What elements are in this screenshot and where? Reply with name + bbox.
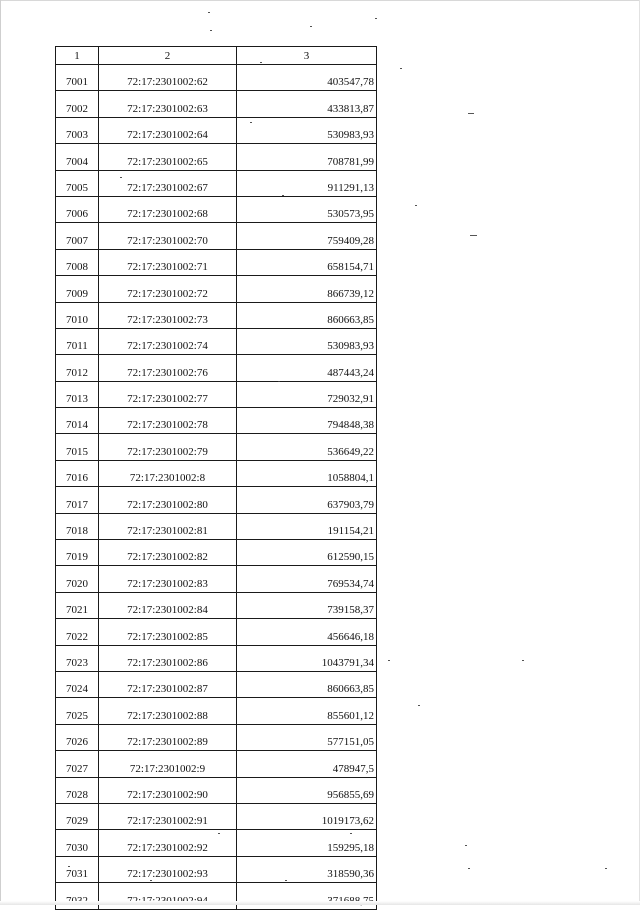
table-row xyxy=(56,830,377,856)
cadastral-number-cell: 72:17:2301002:8 xyxy=(99,460,237,486)
table-row xyxy=(56,487,377,513)
scan-speck xyxy=(218,833,220,834)
scan-speck xyxy=(605,868,607,869)
cadastral-value-cell: 956855,69 xyxy=(237,777,377,803)
cadastral-number-cell: 72:17:2301002:74 xyxy=(99,328,237,354)
row-number-cell: 7020 xyxy=(56,566,99,592)
scan-speck xyxy=(465,845,467,846)
row-number-cell: 7009 xyxy=(56,276,99,302)
cadastral-number-cell: 72:17:2301002:64 xyxy=(99,117,237,143)
row-number-cell: 7007 xyxy=(56,223,99,249)
cadastral-number-cell: 72:17:2301002:78 xyxy=(99,408,237,434)
table-row xyxy=(56,91,377,117)
row-number-cell: 7016 xyxy=(56,460,99,486)
cadastral-value-cell: 759409,28 xyxy=(237,223,377,249)
row-number-cell: 7026 xyxy=(56,724,99,750)
scan-speck xyxy=(285,880,287,881)
cadastral-value-cell: 739158,37 xyxy=(237,592,377,618)
row-number-cell: 7015 xyxy=(56,434,99,460)
table-row xyxy=(56,856,377,882)
row-number-cell: 7030 xyxy=(56,830,99,856)
row-number-cell: 7022 xyxy=(56,619,99,645)
cadastral-number-cell: 72:17:2301002:80 xyxy=(99,487,237,513)
cadastral-value-cell: 658154,71 xyxy=(237,249,377,275)
cadastral-value-cell xyxy=(237,883,377,909)
row-number-cell: 7024 xyxy=(56,671,99,697)
cadastral-number-cell: 72:17:2301002:91 xyxy=(99,803,237,829)
cadastral-value-cell: 530573,95 xyxy=(237,196,377,222)
cadastral-number-cell: 72:17:2301002:73 xyxy=(99,302,237,328)
cadastral-value-cell: 637903,79 xyxy=(237,487,377,513)
row-number-cell: 7028 xyxy=(56,777,99,803)
row-number-cell: 7003 xyxy=(56,117,99,143)
cadastral-number-cell: 72:17:2301002:84 xyxy=(99,592,237,618)
table-row xyxy=(56,724,377,750)
row-number-cell: 7023 xyxy=(56,645,99,671)
scan-speck xyxy=(150,880,152,881)
scan-speck xyxy=(388,660,390,661)
table-row xyxy=(56,302,377,328)
table-row xyxy=(56,355,377,381)
row-number-cell: 7006 xyxy=(56,196,99,222)
cadastral-number-cell: 72:17:2301002:87 xyxy=(99,671,237,697)
table-row xyxy=(56,513,377,539)
row-number-cell: 7005 xyxy=(56,170,99,196)
table-row xyxy=(56,144,377,170)
scan-speck xyxy=(522,660,524,661)
row-number-cell: 7019 xyxy=(56,540,99,566)
row-number-cell: 7002 xyxy=(56,91,99,117)
table-row xyxy=(56,223,377,249)
cadastral-number-cell: 72:17:2301002:68 xyxy=(99,196,237,222)
table-row xyxy=(56,619,377,645)
cadastral-number-cell: 72:17:2301002:92 xyxy=(99,830,237,856)
cadastral-number-cell: 72:17:2301002:62 xyxy=(99,65,237,91)
row-number-cell: 7004 xyxy=(56,144,99,170)
table-row xyxy=(56,883,377,909)
cadastral-value-cell: 866739,12 xyxy=(237,276,377,302)
cadastral-number-cell: 72:17:2301002:82 xyxy=(99,540,237,566)
cadastral-number-cell: 72:17:2301002:71 xyxy=(99,249,237,275)
cadastral-value-cell: 860663,85 xyxy=(237,671,377,697)
page-edge-bottom xyxy=(0,901,640,905)
table-row xyxy=(56,698,377,724)
table-row xyxy=(56,434,377,460)
cadastral-value-cell: 612590,15 xyxy=(237,540,377,566)
cadastral-value-cell: 530983,93 xyxy=(237,117,377,143)
table-row xyxy=(56,328,377,354)
table-row xyxy=(56,803,377,829)
row-number-cell xyxy=(56,883,99,909)
scan-speck xyxy=(350,833,352,834)
cadastral-value-table xyxy=(55,46,377,910)
table-row xyxy=(56,408,377,434)
row-number-cell: 7025 xyxy=(56,698,99,724)
row-number-cell: 7008 xyxy=(56,249,99,275)
row-number-cell: 7011 xyxy=(56,328,99,354)
cadastral-value-cell: 536649,22 xyxy=(237,434,377,460)
cadastral-number-cell: 72:17:2301002:93 xyxy=(99,856,237,882)
scan-speck xyxy=(250,122,252,123)
row-number-cell: 7031 xyxy=(56,856,99,882)
cadastral-number-cell: 72:17:2301002:89 xyxy=(99,724,237,750)
table-row xyxy=(56,276,377,302)
scan-speck xyxy=(468,868,470,869)
cadastral-value-cell: 487443,24 xyxy=(237,355,377,381)
table-row xyxy=(56,751,377,777)
cadastral-number-cell: 72:17:2301002:83 xyxy=(99,566,237,592)
page-edge-top xyxy=(0,0,640,1)
page-edge-left xyxy=(0,0,1,905)
table-row xyxy=(56,249,377,275)
cadastral-number-cell: 72:17:2301002:90 xyxy=(99,777,237,803)
table-row xyxy=(56,196,377,222)
table-row xyxy=(56,777,377,803)
cadastral-number-cell: 72:17:2301002:65 xyxy=(99,144,237,170)
row-number-cell: 7012 xyxy=(56,355,99,381)
scan-speck xyxy=(278,381,280,382)
column-header-number: 1 xyxy=(56,47,99,65)
scan-dash xyxy=(468,113,474,114)
table-row xyxy=(56,460,377,486)
row-number-cell: 7001 xyxy=(56,65,99,91)
cadastral-value-cell: 478947,5 xyxy=(237,751,377,777)
cadastral-value-cell: 159295,18 xyxy=(237,830,377,856)
cadastral-value-cell: 1019173,62 xyxy=(237,803,377,829)
table-row xyxy=(56,566,377,592)
cadastral-value-cell: 318590,36 xyxy=(237,856,377,882)
scan-speck xyxy=(375,18,377,19)
cadastral-number-cell: 72:17:2301002:85 xyxy=(99,619,237,645)
cadastral-value-cell: 456646,18 xyxy=(237,619,377,645)
row-number-cell: 7018 xyxy=(56,513,99,539)
cadastral-number-cell: 72:17:2301002:67 xyxy=(99,170,237,196)
scan-dash xyxy=(470,235,477,236)
cadastral-number-cell: 72:17:2301002:77 xyxy=(99,381,237,407)
table-row xyxy=(56,117,377,143)
cadastral-value-cell: 191154,21 xyxy=(237,513,377,539)
table-header xyxy=(56,47,377,65)
scan-speck xyxy=(120,177,122,178)
scan-speck xyxy=(310,26,312,27)
header-row xyxy=(56,47,377,65)
row-number-cell: 7027 xyxy=(56,751,99,777)
cadastral-value-cell: 729032,91 xyxy=(237,381,377,407)
scan-speck xyxy=(400,68,402,69)
cadastral-number-cell: 72:17:2301002:9 xyxy=(99,751,237,777)
cadastral-value-cell: 403547,78 xyxy=(237,65,377,91)
cadastral-value-cell: 433813,87 xyxy=(237,91,377,117)
table-row xyxy=(56,671,377,697)
row-number-cell: 7021 xyxy=(56,592,99,618)
cadastral-value-cell: 769534,74 xyxy=(237,566,377,592)
cadastral-number-cell xyxy=(99,883,237,909)
cadastral-number-cell: 72:17:2301002:70 xyxy=(99,223,237,249)
cadastral-value-cell: 860663,85 xyxy=(237,302,377,328)
scan-speck xyxy=(68,866,70,867)
scan-speck xyxy=(418,705,420,706)
cadastral-value-cell: 855601,12 xyxy=(237,698,377,724)
row-number-cell: 7010 xyxy=(56,302,99,328)
column-header-cadastral-value: 3 xyxy=(237,47,377,65)
cadastral-number-cell: 72:17:2301002:76 xyxy=(99,355,237,381)
table-row xyxy=(56,592,377,618)
scan-speck xyxy=(415,205,417,206)
cadastral-number-cell: 72:17:2301002:81 xyxy=(99,513,237,539)
cadastral-number-cell: 72:17:2301002:72 xyxy=(99,276,237,302)
scan-speck xyxy=(210,30,212,31)
row-number-cell: 7017 xyxy=(56,487,99,513)
scan-speck xyxy=(260,62,262,63)
table-body xyxy=(56,65,377,910)
table-row xyxy=(56,381,377,407)
scan-speck xyxy=(208,12,210,13)
cadastral-value-cell: 1043791,34 xyxy=(237,645,377,671)
cadastral-value-cell: 708781,99 xyxy=(237,144,377,170)
scan-speck xyxy=(282,195,284,196)
table-row xyxy=(56,645,377,671)
row-number-cell: 7029 xyxy=(56,803,99,829)
cadastral-value-cell: 794848,38 xyxy=(237,408,377,434)
cadastral-value-cell: 577151,05 xyxy=(237,724,377,750)
cadastral-number-cell: 72:17:2301002:86 xyxy=(99,645,237,671)
table-row xyxy=(56,170,377,196)
cadastral-number-cell: 72:17:2301002:63 xyxy=(99,91,237,117)
cadastral-value-cell: 911291,13 xyxy=(237,170,377,196)
column-header-cadastral-number: 2 xyxy=(99,47,237,65)
row-number-cell: 7014 xyxy=(56,408,99,434)
table-row xyxy=(56,65,377,91)
cadastral-value-cell: 530983,93 xyxy=(237,328,377,354)
row-number-cell: 7013 xyxy=(56,381,99,407)
table-row xyxy=(56,540,377,566)
cadastral-value-cell: 1058804,1 xyxy=(237,460,377,486)
cadastral-number-cell: 72:17:2301002:79 xyxy=(99,434,237,460)
cadastral-number-cell: 72:17:2301002:88 xyxy=(99,698,237,724)
